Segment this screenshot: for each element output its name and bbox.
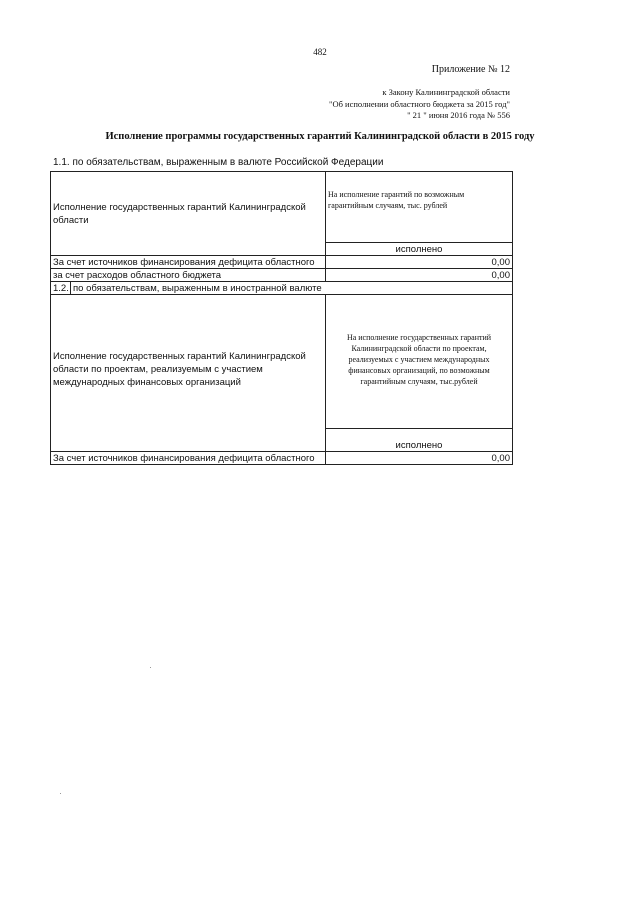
table-row (51, 256, 513, 269)
s1-row-2-label: за счет расходов областного бюджета (51, 269, 326, 282)
law-ref-line-2: "Об исполнении областного бюджета за 2015 год" (329, 98, 510, 109)
appendix-label: Приложение № 12 (431, 64, 510, 75)
table-row (51, 269, 513, 282)
s1-col2-subheader: исполнено (326, 243, 513, 256)
table-row (51, 452, 513, 465)
s1-col1-header: Исполнение государственных гарантий Калининградской области (51, 172, 326, 256)
s2-header-row (51, 295, 513, 429)
law-ref-line-3: " 21 " июня 2016 года № 556 (407, 110, 510, 120)
s2-row-1-label: За счет источников финансирования дефицита областного (51, 452, 326, 465)
s1-col2-header: На исполнение гарантий по возможным гарантийным случаям, тыс. рублей (326, 172, 513, 243)
guarantees-table (50, 171, 513, 465)
s1-row-1-value: 0,00 (326, 256, 513, 269)
s2-col1-header: Исполнение государственных гарантий Калининградской области по проектам, реализуемым с участием международных финансовых организаций (51, 295, 326, 452)
s2-row-1-value: 0,00 (326, 452, 513, 465)
s1-row-2-value: 0,00 (326, 269, 513, 282)
scan-speck (150, 667, 151, 668)
section-1-heading: 1.1. по обязательствам, выраженным в валюте Российской Федерации (53, 157, 384, 168)
scan-speck (60, 793, 61, 794)
s1-row-1-label: За счет источников финансирования дефицита областного (51, 256, 326, 269)
s2-heading: по обязательствам, выраженным в иностранной валюте (71, 282, 513, 295)
law-reference (329, 87, 510, 122)
law-ref-line-1: к Закону Калининградской области (382, 87, 510, 97)
s2-col2-subheader: исполнено (326, 429, 513, 452)
s2-col2-header: На исполнение государственных гарантий Калининградской области по проектам, реализуемых с участием международных финансовых организаций, по возможным гарантийным случаям, тыс.рублей (326, 295, 513, 429)
s2-number: 1.2. (51, 282, 71, 295)
page-number: 482 (313, 47, 327, 57)
s1-header-row (51, 172, 513, 243)
document-title: Исполнение программы государственных гарантий Калининградской области в 2015 году (105, 131, 535, 142)
s2-heading-row (51, 282, 513, 295)
